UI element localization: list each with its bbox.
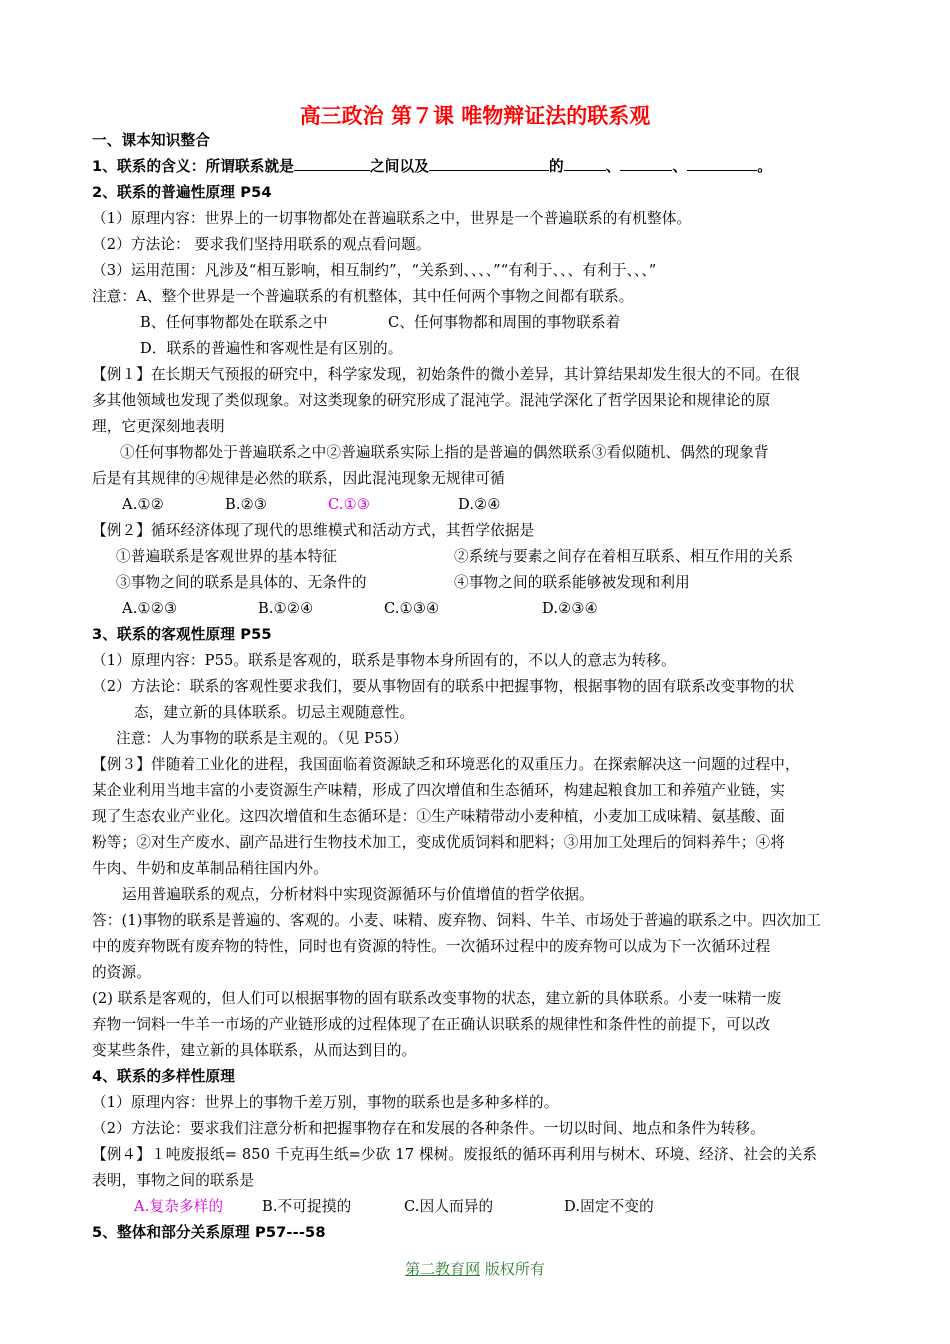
footer-copyright: 版权所有: [480, 1260, 545, 1278]
example-1-options: [122, 492, 897, 518]
fill-blank: [620, 156, 672, 171]
page-footer: [0, 1258, 950, 1279]
text-line: （1）原理内容：世界上的事物千差万别，事物的联系也是多种多样的。: [92, 1094, 559, 1111]
answer-line: 变某些条件，建立新的具体联系，从而达到目的。: [92, 1042, 417, 1059]
fill-blank: [294, 156, 370, 171]
example-3-question: 运用普遍联系的观点，分析材料中实现资源循环与价值增值的哲学依据。: [122, 886, 594, 903]
example-1-line: 后是有其规律的④规律是必然的联系，因此混沌现象无规律可循: [92, 470, 505, 487]
example-1-line: 多其他领域也发现了类似现象。对这类现象的研究形成了混沌学。混沌学深化了哲学因果论和规律论的原: [92, 392, 771, 409]
option-c-answer: C.①③: [328, 496, 371, 513]
section-heading-5: 5、整体和部分关系原理 P57---58: [92, 1224, 326, 1241]
option-b: B.不可捉摸的: [262, 1198, 352, 1215]
example-2-options: [122, 596, 897, 622]
footer-site-link[interactable]: 第二教育网: [405, 1260, 481, 1278]
option-a: A.①②: [122, 496, 164, 513]
example-4-options: [134, 1194, 909, 1220]
fill-blank: [564, 156, 606, 171]
example-3-line: 【例３】伴随着工业化的进程，我国面临着资源缺乏和环境恶化的双重压力。在探索解决这一问题的过程中，: [92, 756, 800, 773]
text-line: （2）方法论： 要求我们坚持用联系的观点看问题。: [92, 236, 431, 253]
example-1-line: ①任何事物都处于普遍联系之中②普遍联系实际上指的是普遍的偶然联系③看似随机、偶然的现象背: [120, 444, 769, 461]
answer-line: 中的废弃物既有废弃物的特性，同时也有资源的特性。一次循环过程中的废弃物可以成为下一次循环过程: [92, 938, 771, 955]
section-heading-2: 2、联系的普遍性原理 P54: [92, 184, 272, 201]
example-2-line: 【例２】循环经济体现了现代的思维模式和活动方式，其哲学依据是: [92, 522, 535, 539]
note-line: 注意：人为事物的联系是主观的。（见 P55）: [116, 730, 408, 747]
note-line: 注意：A、整个世界是一个普遍联系的有机整体，其中任何两个事物之间都有联系。: [92, 288, 634, 305]
example-1-line: 【例１】在长期天气预报的研究中，科学家发现，初始条件的微小差异，其计算结果却发生很大的不同。在很: [92, 366, 800, 383]
text-line: 态，建立新的具体联系。切忌主观随意性。: [134, 704, 415, 721]
note-line: D．联系的普遍性和客观性是有区别的。: [140, 340, 403, 357]
example-3-line: 牛肉、牛奶和皮革制品稍往国内外。: [92, 860, 328, 877]
text-line: （2）方法论：要求我们注意分析和把握事物存在和发展的各种条件。一切以时间、地点和条件为转移。: [92, 1120, 765, 1137]
page-title: 高三政治 第７课 唯物辩证法的联系观: [299, 104, 651, 128]
example-2-statements: ③事物之间的联系是具体的、无条件的 ④事物之间的联系能够被发现和利用: [116, 574, 690, 591]
option-a-answer: A.复杂多样的: [134, 1198, 224, 1215]
option-d: D.②④: [458, 496, 501, 513]
option-d: D.②③④: [542, 600, 598, 617]
text-line: （3）运用范围：凡涉及“相互影响，相互制约”，“关系到、、、、”“有利于、、、有利于、、、”: [92, 262, 657, 279]
section-heading-4: 4、联系的多样性原理: [92, 1068, 235, 1085]
example-4-line: 表明，事物之间的联系是: [92, 1172, 255, 1189]
text-line: （1）原理内容：P55。联系是客观的，联系是事物本身所固有的，不以人的意志为转移。: [92, 652, 676, 669]
option-c: C.因人而异的: [404, 1198, 494, 1215]
section-heading-3: 3、联系的客观性原理 P55: [92, 626, 272, 643]
example-2-statements: ①普遍联系是客观世界的基本特征 ②系统与要素之间存在着相互联系、相互作用的关系: [116, 548, 794, 565]
fill-blank: [429, 156, 549, 171]
note-line: B、任何事物都处在联系之中 C、任何事物都和周围的事物联系着: [140, 314, 621, 331]
example-3-line: 某企业利用当地丰富的小麦资源生产味精，形成了四次增值和生态循环，构建起粮食加工和养殖产业链，实: [92, 782, 785, 799]
example-4-line: 【例４】１吨废报纸= 850 千克再生纸=少砍 17 棵树。废报纸的循环再利用与树木、环境、经济、社会的关系: [92, 1146, 818, 1163]
answer-line: 答：(1)事物的联系是普遍的、客观的。小麦、味精、废弃物、饲料、牛羊、市场处于普遍的联系之中。四次加工: [92, 912, 821, 929]
answer-line: (2) 联系是客观的，但人们可以根据事物的固有联系改变事物的状态，建立新的具体联系。小麦一味精一废: [92, 990, 782, 1007]
definition-line: 1、联系的含义：所谓联系就是 之间以及 的 、 、 。: [92, 158, 772, 175]
option-c: C.①③④: [384, 600, 440, 617]
answer-line: 弃物一饲料一牛羊一市场的产业链形成的过程体现了在正确认识联系的规律性和条件性的前提下，可以改: [92, 1016, 771, 1033]
option-b: B.①②④: [258, 600, 314, 617]
section-heading-1: 一、课本知识整合: [92, 132, 210, 149]
option-a: A.①②③: [122, 600, 178, 617]
fill-blank: [687, 156, 757, 171]
option-b: B.②③: [225, 496, 268, 513]
example-3-line: 现了生态农业产业化。这四次增值和生态循环是：①生产味精带动小麦种植，小麦加工成味精、氨基酸、面: [92, 808, 785, 825]
text-line: （2）方法论：联系的客观性要求我们，要从事物固有的联系中把握事物，根据事物的固有联系改变事物的状: [92, 678, 795, 695]
answer-line: 的资源。: [92, 964, 151, 981]
example-3-line: 粉等；②对生产废水、副产品进行生物技术加工，变成优质饲料和肥料；③用加工处理后的饲料养牛；④将: [92, 834, 785, 851]
text-line: （1）原理内容：世界上的一切事物都处在普遍联系之中，世界是一个普遍联系的有机整体。: [92, 210, 692, 227]
option-d: D.固定不变的: [564, 1198, 654, 1215]
example-1-line: 理，它更深刻地表明: [92, 418, 225, 435]
